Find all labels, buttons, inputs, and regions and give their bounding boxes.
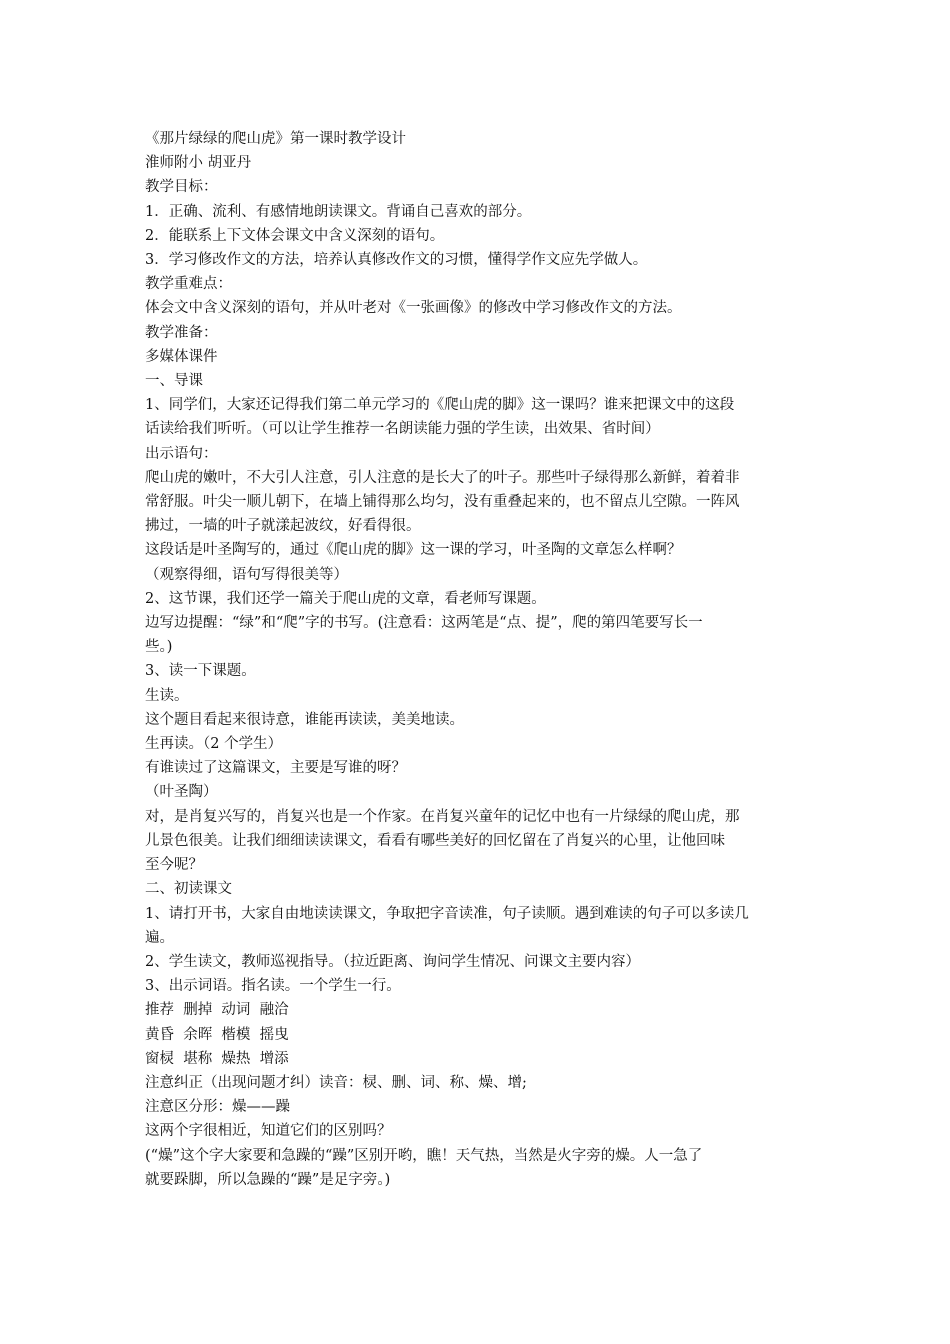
- paragraph-line: 些。): [145, 639, 173, 656]
- paragraph-line: 3、读一下课题。: [145, 663, 256, 680]
- paragraph-line: 2、学生读文，教师巡视指导。（拉近距离、询问学生情况、问课文主要内容）: [145, 953, 640, 970]
- paragraph-line: 这段话是叶圣陶写的，通过《爬山虎的脚》这一课的学习，叶圣陶的文章怎么样啊？: [145, 542, 682, 559]
- section-heading-first-reading: 二、初读课文: [145, 881, 232, 898]
- preparation-heading: 教学准备：: [145, 324, 218, 341]
- goal-item-2: 2．能联系上下文体会课文中含义深刻的语句。: [145, 227, 445, 244]
- paragraph-line: 就要跺脚，所以急躁的“躁”是足字旁。): [145, 1171, 391, 1188]
- word-list-row: 窗棂 堪称 燥热 增添: [145, 1050, 289, 1067]
- paragraph-line: 这个题目看起来很诗意，谁能再读读，美美地读。: [145, 711, 464, 728]
- paragraph-line: (“燥”这个字大家要和急躁的“躁”区别开哟，瞧！天气热，当然是火字旁的燥。人一急了: [145, 1147, 703, 1164]
- section-heading-intro: 一、导课: [145, 373, 203, 390]
- paragraph-line: 遍。: [145, 929, 174, 946]
- quote-line: 常舒服。叶尖一顺儿朝下，在墙上铺得那么均匀，没有重叠起来的，也不留点儿空隙。一阵风: [145, 494, 740, 511]
- paragraph-line: 儿景色很美。让我们细细读读课文，看看有哪些美好的回忆留在了肖复兴的心里，让他回味: [145, 832, 725, 849]
- quote-line: 拂过，一墙的叶子就漾起波纹，好看得很。: [145, 518, 421, 535]
- paragraph-line: 1、同学们，大家还记得我们第二单元学习的《爬山虎的脚》这一课吗？谁来把课文中的这段: [145, 397, 735, 414]
- quote-line: 爬山虎的嫩叶，不大引人注意，引人注意的是长大了的叶子。那些叶子绿得那么新鲜，着着非: [145, 469, 740, 486]
- document-title: 《那片绿绿的爬山虎》第一课时教学设计: [145, 131, 406, 147]
- paragraph-line: 注意区分形：燥——躁: [145, 1099, 290, 1116]
- paragraph-line: 边写边提醒：“绿”和“爬”字的书写。(注意看：这两笔是“点、提”，爬的第四笔要写长一: [145, 615, 703, 632]
- paragraph-line: 生再读。（2 个学生）: [145, 736, 283, 753]
- goal-item-1: 1．正确、流利、有感情地朗读课文。背诵自己喜欢的部分。: [145, 203, 532, 220]
- paragraph-line: 话读给我们听听。（可以让学生推荐一名朗读能力强的学生读，出效果、省时间）: [145, 421, 660, 438]
- paragraph-line: 这两个字很相近，知道它们的区别吗？: [145, 1123, 392, 1140]
- word-list-row: 黄昏 余晖 楷模 摇曳: [145, 1026, 289, 1043]
- key-points-heading: 教学重难点：: [145, 276, 232, 293]
- paragraph-line: 生读。: [145, 687, 189, 704]
- goals-heading: 教学目标：: [145, 179, 218, 196]
- author-line: 淮师附小 胡亚丹: [145, 155, 252, 172]
- preparation-text: 多媒体课件: [145, 348, 218, 365]
- paragraph-line: （观察得细，语句写得很美等）: [145, 566, 348, 583]
- paragraph-line: 注意纠正（出现问题才纠）读音：棂、删、词、称、燥、增;: [145, 1074, 527, 1091]
- paragraph-line: 至今呢？: [145, 857, 203, 874]
- paragraph-line: 有谁读过了这篇课文，主要是写谁的呀？: [145, 760, 406, 777]
- key-points-text: 体会文中含义深刻的语句，并从叶老对《一张画像》的修改中学习修改作文的方法。: [145, 300, 682, 317]
- goal-item-3: 3．学习修改作文的方法，培养认真修改作文的习惯，懂得学作文应先学做人。: [145, 252, 648, 269]
- paragraph-line: 3、出示词语。指名读。一个学生一行。: [145, 978, 401, 995]
- document-body: [145, 127, 810, 1192]
- word-list-row: 推荐 删掉 动词 融洽: [145, 1002, 289, 1019]
- paragraph-line: 1、请打开书，大家自由地读读课文，争取把字音读准，句子读顺。遇到难读的句子可以多读几: [145, 905, 749, 922]
- paragraph-line: 对，是肖复兴写的，肖复兴也是一个作家。在肖复兴童年的记忆中也有一片绿绿的爬山虎，那: [145, 808, 740, 825]
- paragraph-line: 出示语句：: [145, 445, 218, 462]
- paragraph-line: （叶圣陶）: [145, 784, 218, 801]
- paragraph-line: 2、这节课，我们还学一篇关于爬山虎的文章，看老师写课题。: [145, 590, 546, 607]
